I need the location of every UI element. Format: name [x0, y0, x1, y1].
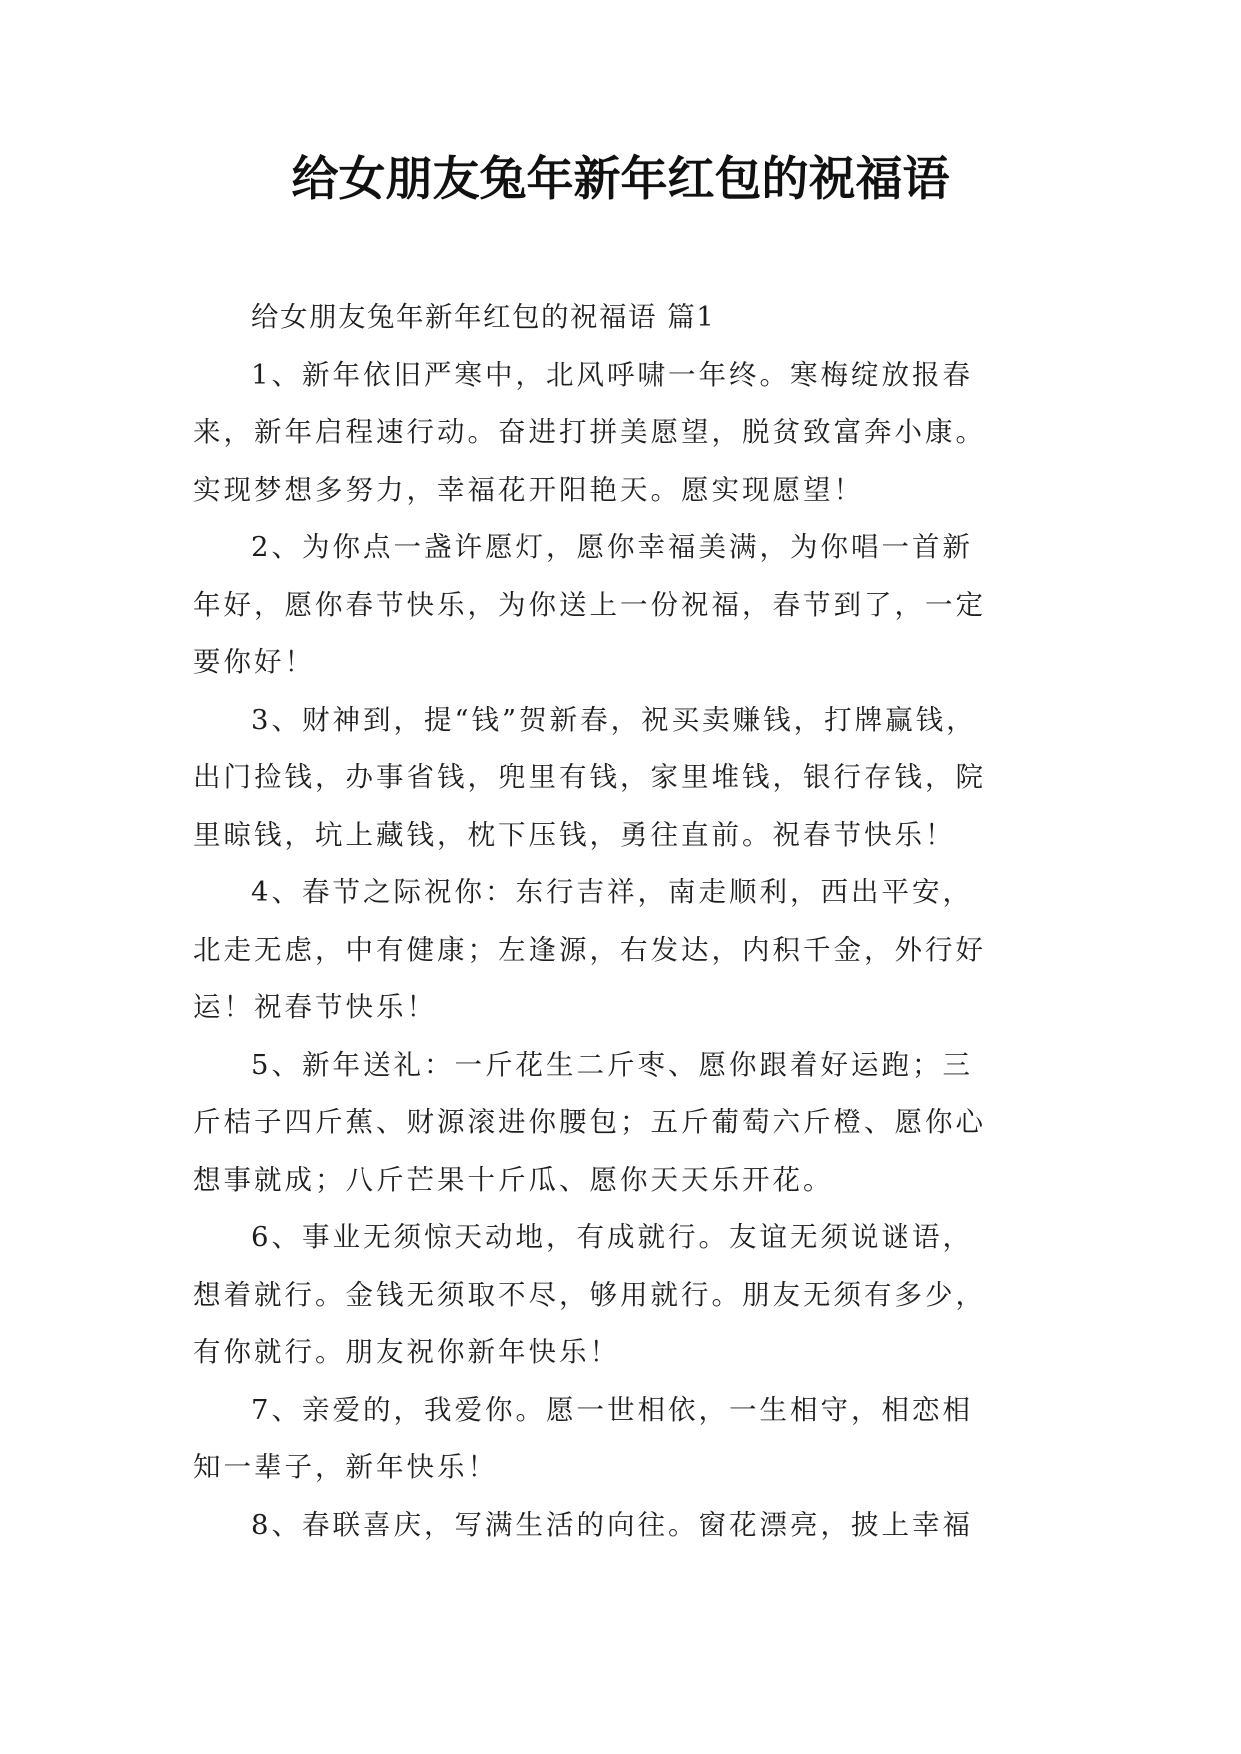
paragraph-line: 运！祝春节快乐！	[193, 991, 437, 1023]
paragraph	[193, 1382, 1063, 1497]
paragraph-line: 年好，愿你春节快乐，为你送上一份祝福，春节到了，一定	[193, 588, 986, 621]
paragraph-line: 3、财神到，提“钱”贺新春，祝买卖赚钱，打牌赢钱，	[251, 703, 977, 736]
paragraph	[193, 864, 1063, 1037]
paragraph-line: 想着就行。金钱无须取不尽，够用就行。朋友无须有多少，	[193, 1278, 986, 1311]
paragraph	[193, 692, 1063, 865]
paragraph-line: 7、亲爱的，我爱你。愿一世相依，一生相守，相恋相	[251, 1393, 973, 1426]
paragraph-line: 北走无虑，中有健康；左逢源，右发达，内积千金，外行好	[193, 933, 986, 966]
paragraph-line: 来，新年启程速行动。奋进打拼美愿望，脱贫致富奔小康。	[193, 416, 986, 448]
document-body	[193, 289, 1063, 1554]
paragraph-line: 斤桔子四斤蕉、财源滚进你腰包；五斤葡萄六斤橙、愿你心	[193, 1106, 986, 1138]
paragraph-line: 2、为你点一盏许愿灯，愿你幸福美满，为你唱一首新	[251, 531, 973, 563]
paragraph-line: 5、新年送礼：一斤花生二斤枣、愿你跟着好运跑；三	[251, 1048, 973, 1081]
paragraph-line: 8、春联喜庆，写满生活的向往。窗花漂亮，披上幸福	[251, 1508, 973, 1541]
paragraph-line: 要你好！	[193, 646, 315, 678]
document-title: 给女朋友兔年新年红包的祝福语	[291, 152, 950, 207]
paragraph-line: 6、事业无须惊天动地，有成就行。友谊无须说谜语，	[251, 1221, 973, 1253]
paragraph-line: 里晾钱，坑上藏钱，枕下压钱，勇往直前。祝春节快乐！	[193, 818, 956, 851]
paragraph-line: 知一辈子，新年快乐！	[193, 1451, 498, 1483]
paragraph-line: 1、新年依旧严寒中，北风呼啸一年终。寒梅绽放报春	[251, 358, 973, 391]
paragraph	[193, 1497, 1063, 1555]
paragraph-line: 给女朋友兔年新年红包的祝福语 篇1	[251, 301, 716, 333]
paragraph-line: 有你就行。朋友祝你新年快乐！	[193, 1336, 620, 1368]
section-heading	[193, 289, 1063, 347]
paragraph	[193, 1209, 1063, 1382]
paragraph	[193, 347, 1063, 520]
paragraph	[193, 1037, 1063, 1210]
paragraph-line: 实现梦想多努力，幸福花开阳艳天。愿实现愿望！	[193, 473, 864, 506]
paragraph	[193, 519, 1063, 692]
paragraph-line: 想事就成；八斤芒果十斤瓜、愿你天天乐开花。	[193, 1163, 834, 1196]
paragraph-line: 4、春节之际祝你：东行吉祥，南走顺利，西出平安，	[251, 876, 973, 908]
paragraph-line: 出门捡钱，办事省钱，兜里有钱，家里堆钱，银行存钱，院	[193, 761, 986, 793]
